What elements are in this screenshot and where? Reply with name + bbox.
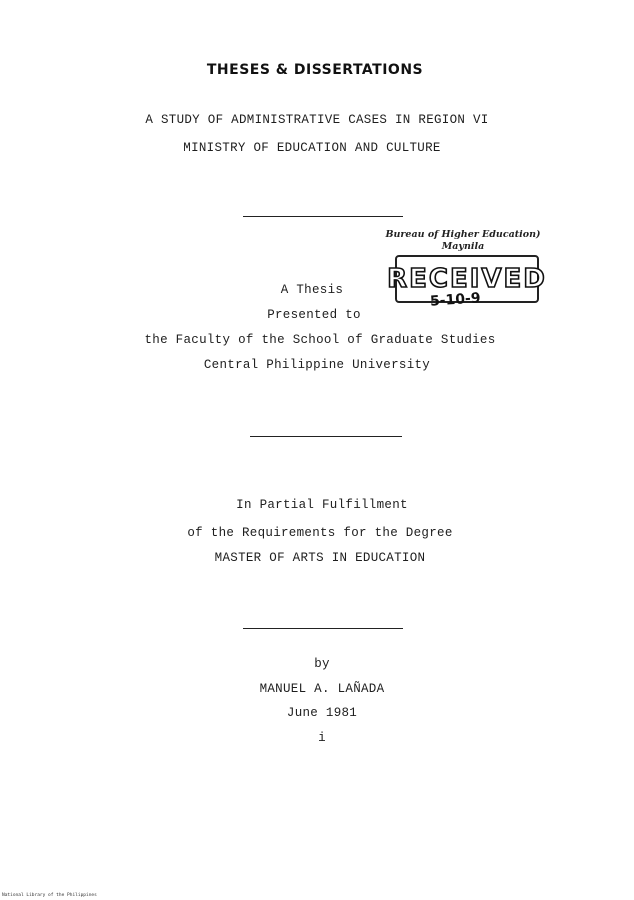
bureau-stamp-text — [378, 229, 548, 253]
degree-line: MASTER OF ARTS IN EDUCATION — [214, 551, 426, 565]
divider-rule-2 — [250, 436, 402, 437]
presented-to-line: Presented to — [267, 308, 361, 322]
faculty-line: the Faculty of the School of Graduate Studies — [144, 333, 496, 347]
page-number: i — [318, 731, 326, 745]
a-thesis-line: A Thesis — [280, 283, 344, 297]
library-footer: National Library of the Philippines — [2, 893, 97, 898]
divider-rule-3 — [243, 628, 403, 629]
bureau-line-2: Maynila — [441, 241, 485, 252]
author-name: MANUEL A. LAÑADA — [259, 682, 385, 696]
submission-date: June 1981 — [286, 706, 358, 720]
bureau-line-1: Bureau of Higher Education) — [385, 229, 541, 240]
by-line: by — [314, 657, 330, 671]
university-line: Central Philippine University — [203, 358, 431, 372]
received-stamp: RECEIVED — [395, 255, 539, 303]
requirements-line: of the Requirements for the Degree — [187, 526, 453, 540]
thesis-title-line-2: MINISTRY OF EDUCATION AND CULTURE — [183, 141, 441, 155]
partial-fulfillment-line: In Partial Fulfillment — [236, 498, 408, 512]
received-stamp-date: 5-10-9 — [429, 290, 482, 310]
thesis-title-line-1: A STUDY OF ADMINISTRATIVE CASES IN REGION VI — [145, 113, 489, 127]
theses-dissertations-stamp: THESES & DISSERTATIONS — [206, 62, 424, 78]
divider-rule-1 — [243, 216, 403, 217]
